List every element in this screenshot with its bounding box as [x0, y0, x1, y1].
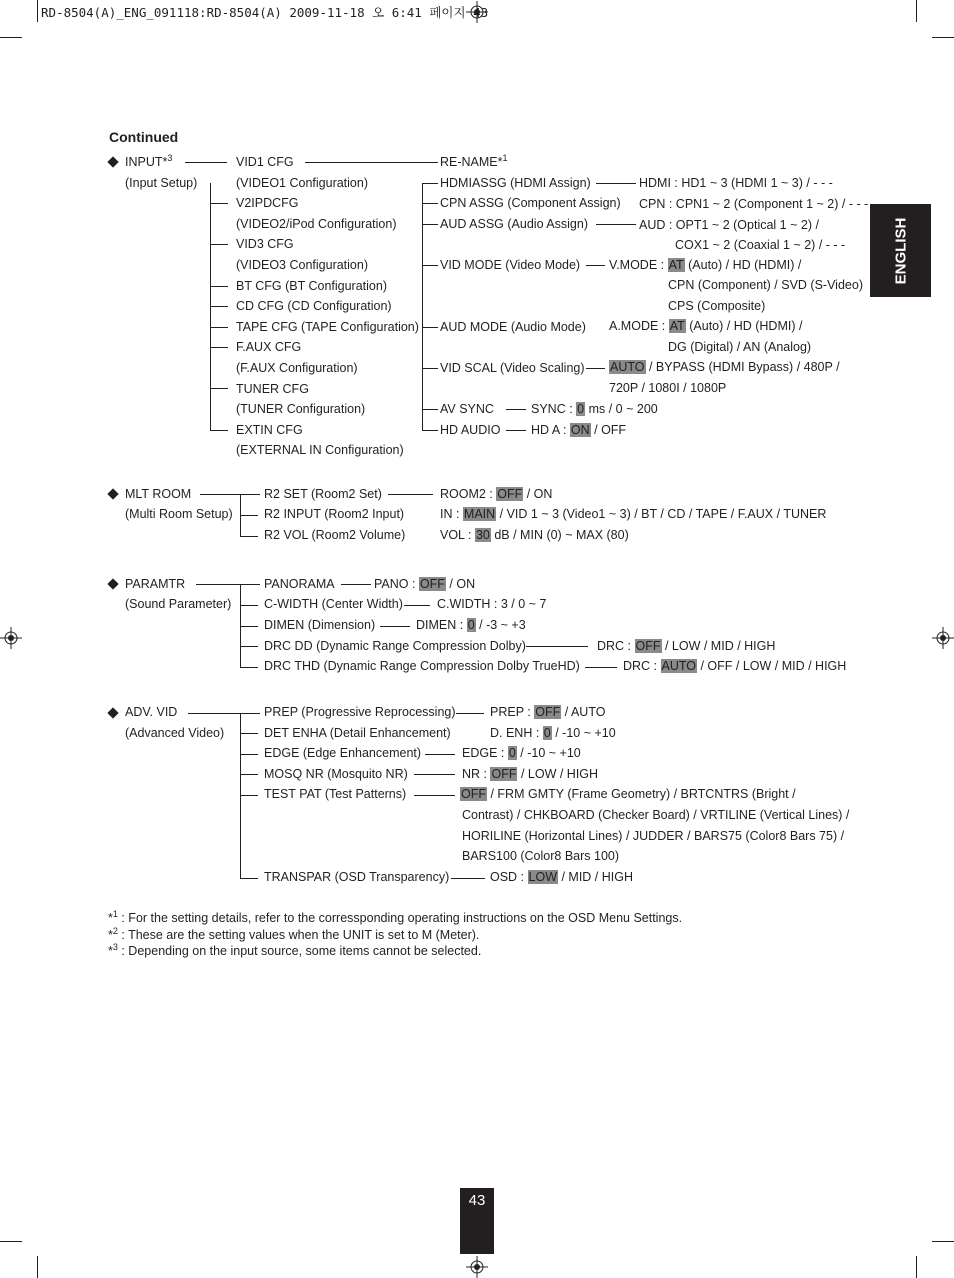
- connector-line: [506, 409, 526, 410]
- audmode-options: (Auto) / HD (HDMI) /: [685, 319, 803, 333]
- panorama-options: / ON: [445, 577, 476, 591]
- connector-line: [210, 203, 228, 204]
- drcthd-options: / OFF / LOW / MID / HIGH: [697, 659, 847, 673]
- footnote-text: : These are the setting values when the UNIT is set to M (Meter).: [117, 928, 480, 942]
- menu-item: TUNER CFG: [236, 382, 309, 396]
- bullet-diamond-icon: [107, 707, 118, 718]
- avsync-default: 0: [577, 402, 585, 416]
- setting-r2vol-values: [440, 528, 629, 543]
- prep-default: OFF: [535, 705, 561, 719]
- setting-vidmode: VID MODE (Video Mode): [440, 258, 581, 272]
- setting-panorama-values: [374, 577, 475, 592]
- audmode-prefix: A.MODE :: [609, 319, 669, 333]
- connector-line: [404, 605, 430, 606]
- crop-mark: [37, 1256, 38, 1278]
- vidmode-default: AT: [668, 258, 684, 272]
- menu-item-desc: (TUNER Configuration): [236, 402, 366, 416]
- setting-r2set: R2 SET (Room2 Set): [264, 487, 382, 501]
- testpat-options: / FRM GMTY (Frame Geometry) / BRTCNTRS (Bright /: [487, 787, 796, 801]
- mltroom-title: MLT ROOM: [125, 487, 192, 501]
- registration-mark-icon: [0, 627, 22, 649]
- setting-audmode-values-2: DG (Digital) / AN (Analog): [668, 340, 812, 354]
- page-number: 43: [468, 1192, 486, 1209]
- bullet-diamond-icon: [107, 156, 118, 167]
- connector-line: [240, 605, 258, 606]
- advvid-title: ADV. VID: [125, 705, 178, 719]
- setting-rename-text: RE-NAME*: [440, 155, 503, 169]
- setting-mosqnr-values: [462, 767, 598, 782]
- paramtr-title: PARAMTR: [125, 577, 186, 591]
- setting-cpnassg-values: CPN : CPN1 ~ 2 (Component 1 ~ 2) / - - -: [639, 197, 869, 211]
- setting-mosqnr: MOSQ NR (Mosquito NR): [264, 767, 408, 781]
- r2set-prefix: ROOM2 :: [440, 487, 497, 501]
- setting-hdaudio: HD AUDIO: [440, 423, 501, 437]
- setting-audassg-values-2: COX1 ~ 2 (Coaxial 1 ~ 2) / - - -: [675, 238, 846, 252]
- connector-line: [305, 162, 438, 163]
- bullet-diamond-icon: [107, 578, 118, 589]
- setting-audmode-values: [609, 319, 802, 334]
- dimen-default: 0: [467, 618, 475, 632]
- connector-line: [414, 774, 455, 775]
- panorama-default: OFF: [419, 577, 445, 591]
- connector-line: [586, 368, 605, 369]
- connector-line: [188, 713, 260, 714]
- r2vol-default: 30: [475, 528, 490, 542]
- connector-line: [240, 754, 258, 755]
- setting-vidmode-values-2: CPN (Component) / SVD (S-Video): [668, 278, 863, 292]
- drcdd-default: OFF: [635, 639, 661, 653]
- connector-line: [425, 754, 455, 755]
- connector-line: [414, 795, 455, 796]
- setting-r2set-values: [440, 487, 552, 502]
- connector-line: [456, 713, 484, 714]
- connector-line: [422, 183, 438, 184]
- connector-line: [451, 878, 485, 879]
- setting-transpar: TRANSPAR (OSD Transparency): [264, 870, 450, 884]
- crop-mark: [0, 1241, 22, 1242]
- setting-panorama: PANORAMA: [264, 577, 335, 591]
- drcthd-prefix: DRC :: [623, 659, 661, 673]
- setting-r2input-values: [440, 507, 826, 522]
- setting-vidmode-values-3: CPS (Composite): [668, 299, 766, 313]
- connector-line: [341, 584, 371, 585]
- connector-line: [506, 430, 526, 431]
- setting-hdaudio-values: [531, 423, 626, 438]
- crop-mark: [37, 0, 38, 22]
- footnote-text: : Depending on the input source, some items cannot be selected.: [117, 944, 482, 958]
- input-title: [125, 152, 173, 170]
- menu-item: F.AUX CFG: [236, 340, 302, 354]
- menu-item-desc: (F.AUX Configuration): [236, 361, 358, 375]
- footnote: [108, 908, 683, 926]
- setting-vidscal-values-2: 720P / 1080I / 1080P: [609, 381, 727, 395]
- mosqnr-options: / LOW / HIGH: [517, 767, 599, 781]
- setting-rename-sup: 1: [502, 152, 508, 163]
- setting-vidmode-values: [609, 258, 801, 273]
- connector-line: [596, 224, 636, 225]
- setting-transpar-values: [490, 870, 633, 885]
- crop-mark: [932, 1241, 954, 1242]
- setting-drcthd: DRC THD (Dynamic Range Compression Dolby TrueHD): [264, 659, 580, 673]
- connector-line: [185, 162, 227, 163]
- registration-mark-icon: [932, 627, 954, 649]
- setting-testpat: TEST PAT (Test Patterns): [264, 787, 407, 801]
- connector-line: [422, 430, 438, 431]
- r2input-default: MAIN: [463, 507, 496, 521]
- setting-r2vol: R2 VOL (Room2 Volume): [264, 528, 406, 542]
- transpar-prefix: OSD :: [490, 870, 528, 884]
- crop-mark: [0, 37, 22, 38]
- setting-prep-values: [490, 705, 605, 720]
- setting-audmode: AUD MODE (Audio Mode): [440, 320, 586, 334]
- footnote: [108, 925, 480, 943]
- setting-hdmiassg-values: HDMI : HD1 ~ 3 (HDMI 1 ~ 3) / - - -: [639, 176, 833, 190]
- language-tab-label: ENGLISH: [892, 217, 909, 284]
- menu-item: VID3 CFG: [236, 237, 294, 251]
- setting-cwidth-values: C.WIDTH : 3 / 0 ~ 7: [437, 597, 547, 611]
- setting-vidscal: VID SCAL (Video Scaling): [440, 361, 585, 375]
- connector-line: [380, 626, 410, 627]
- connector-line: [388, 494, 433, 495]
- page-number-box: [460, 1188, 494, 1254]
- setting-prep: PREP (Progressive Reprocessing): [264, 705, 456, 719]
- setting-detenha: DET ENHA (Detail Enhancement): [264, 726, 451, 740]
- edge-default: 0: [508, 746, 516, 760]
- connector-line: [422, 183, 423, 430]
- menu-item: CD CFG (CD Configuration): [236, 299, 392, 313]
- setting-edge: EDGE (Edge Enhancement): [264, 746, 422, 760]
- connector-line: [196, 584, 260, 585]
- footnote-text: : For the setting details, refer to the corressponding operating instructions on the OSD Menu Settings.: [117, 911, 683, 925]
- footnote-mark: *: [108, 944, 113, 958]
- connector-line: [210, 306, 228, 307]
- connector-line: [240, 733, 258, 734]
- connector-line: [422, 224, 438, 225]
- setting-vidscal-values: [609, 360, 840, 375]
- menu-item: TAPE CFG (TAPE Configuration): [236, 320, 419, 334]
- menu-item: VID1 CFG: [236, 155, 294, 169]
- setting-r2input: R2 INPUT (Room2 Input): [264, 507, 405, 521]
- connector-line: [210, 430, 228, 431]
- menu-item: BT CFG (BT Configuration): [236, 279, 387, 293]
- setting-avsync-values: [531, 402, 658, 417]
- input-subtitle: (Input Setup): [125, 176, 198, 190]
- menu-item-desc: (EXTERNAL IN Configuration): [236, 443, 404, 457]
- drcdd-options: / LOW / MID / HIGH: [661, 639, 776, 653]
- footnote-mark: *: [108, 928, 113, 942]
- mosqnr-default: OFF: [491, 767, 517, 781]
- mosqnr-prefix: NR :: [462, 767, 491, 781]
- registration-mark-icon: [466, 1256, 488, 1278]
- detenha-prefix: D. ENH :: [490, 726, 543, 740]
- crop-mark: [932, 37, 954, 38]
- edge-options: / -10 ~ +10: [516, 746, 581, 760]
- setting-detenha-values: [490, 726, 616, 741]
- setting-cwidth: C-WIDTH (Center Width): [264, 597, 403, 611]
- vidmode-prefix: V.MODE :: [609, 258, 668, 272]
- connector-line: [585, 667, 617, 668]
- connector-line: [200, 494, 260, 495]
- input-title-sup: 3: [167, 152, 173, 163]
- r2input-prefix: IN :: [440, 507, 463, 521]
- setting-cpnassg: CPN ASSG (Component Assign): [440, 196, 621, 210]
- setting-testpat-values-4: BARS100 (Color8 Bars 100): [462, 849, 620, 863]
- bullet-diamond-icon: [107, 488, 118, 499]
- connector-line: [422, 203, 438, 204]
- transpar-default: LOW: [528, 870, 557, 884]
- paramtr-subtitle: (Sound Parameter): [125, 597, 232, 611]
- setting-testpat-values-2: Contrast) / CHKBOARD (Checker Board) / VRTILINE (Vertical Lines) /: [462, 808, 850, 822]
- footnote-sup: 3: [112, 941, 118, 952]
- mltroom-subtitle: (Multi Room Setup): [125, 507, 233, 521]
- setting-edge-values: [462, 746, 581, 761]
- avsync-options: ms / 0 ~ 200: [585, 402, 658, 416]
- r2vol-prefix: VOL :: [440, 528, 475, 542]
- r2set-options: / ON: [523, 487, 553, 501]
- menu-item-desc: (VIDEO1 Configuration): [236, 176, 369, 190]
- print-header: RD-8504(A)_ENG_091118:RD-8504(A) 2009-11-18 오 6:41 페이지 43: [41, 5, 489, 20]
- detenha-default: 0: [543, 726, 551, 740]
- connector-line: [422, 265, 438, 266]
- menu-item-desc: (VIDEO2/iPod Configuration): [236, 217, 397, 231]
- connector-line: [210, 388, 228, 389]
- connector-line: [422, 409, 438, 410]
- transpar-options: / MID / HIGH: [558, 870, 633, 884]
- hdaudio-default: ON: [570, 423, 590, 437]
- prep-options: / AUTO: [561, 705, 606, 719]
- connector-line: [586, 265, 605, 266]
- menu-item: V2IPDCFG: [236, 196, 299, 210]
- language-tab: [870, 204, 931, 297]
- setting-audassg: AUD ASSG (Audio Assign): [440, 217, 588, 231]
- vidscal-default: AUTO: [610, 360, 645, 374]
- connector-line: [596, 183, 636, 184]
- r2input-options: / VID 1 ~ 3 (Video1 ~ 3) / BT / CD / TAPE / F.AUX / TUNER: [496, 507, 827, 521]
- hdaudio-options: / OFF: [590, 423, 627, 437]
- r2vol-options: dB / MIN (0) ~ MAX (80): [490, 528, 629, 542]
- connector-line: [210, 286, 228, 287]
- input-title-text: INPUT*: [125, 155, 168, 169]
- connector-line: [210, 327, 228, 328]
- setting-drcdd: DRC DD (Dynamic Range Compression Dolby): [264, 639, 526, 653]
- connector-line: [240, 774, 258, 775]
- vidmode-options: (Auto) / HD (HDMI) /: [684, 258, 802, 272]
- setting-dimen: DIMEN (Dimension): [264, 618, 376, 632]
- footnote-mark: *: [108, 911, 113, 925]
- testpat-default: OFF: [461, 787, 486, 801]
- dimen-options: / -3 ~ +3: [475, 618, 526, 632]
- connector-line: [210, 244, 228, 245]
- menu-item: EXTIN CFG: [236, 423, 303, 437]
- audmode-default: AT: [669, 319, 685, 333]
- drcthd-default: AUTO: [661, 659, 696, 673]
- setting-drcthd-values: [623, 659, 846, 674]
- connector-line: [210, 347, 228, 348]
- panorama-prefix: PANO :: [374, 577, 419, 591]
- footnote-sup: 2: [112, 925, 118, 936]
- setting-hdmiassg: HDMIASSG (HDMI Assign): [440, 176, 591, 190]
- setting-drcdd-values: [597, 639, 775, 654]
- setting-testpat-values: [460, 787, 796, 802]
- prep-prefix: PREP :: [490, 705, 535, 719]
- connector-line: [240, 667, 258, 668]
- r2set-default: OFF: [497, 487, 523, 501]
- vidscal-options: / BYPASS (HDMI Bypass) / 480P /: [645, 360, 840, 374]
- connector-line: [526, 646, 588, 647]
- dimen-prefix: DIMEN :: [416, 618, 467, 632]
- connector-line: [240, 646, 258, 647]
- connector-line: [240, 878, 258, 879]
- advvid-subtitle: (Advanced Video): [125, 726, 225, 740]
- setting-testpat-values-3: HORILINE (Horizontal Lines) / JUDDER / BARS75 (Color8 Bars 75) /: [462, 829, 845, 843]
- crop-mark: [916, 1256, 917, 1278]
- footnote-sup: 1: [112, 908, 118, 919]
- drcdd-prefix: DRC :: [597, 639, 635, 653]
- connector-line: [240, 515, 258, 516]
- menu-item-desc: (VIDEO3 Configuration): [236, 258, 369, 272]
- continued-heading: Continued: [109, 129, 179, 145]
- setting-dimen-values: [416, 618, 526, 633]
- hdaudio-prefix: HD A :: [531, 423, 570, 437]
- connector-line: [422, 327, 438, 328]
- setting-avsync: AV SYNC: [440, 402, 494, 416]
- setting-audassg-values: AUD : OPT1 ~ 2 (Optical 1 ~ 2) /: [639, 218, 819, 232]
- edge-prefix: EDGE :: [462, 746, 508, 760]
- footnote: [108, 941, 482, 959]
- avsync-prefix: SYNC :: [531, 402, 577, 416]
- connector-line: [240, 795, 258, 796]
- setting-rename: [440, 152, 508, 170]
- connector-line: [240, 536, 258, 537]
- detenha-options: / -10 ~ +10: [551, 726, 616, 740]
- connector-line: [422, 368, 438, 369]
- crop-mark: [916, 0, 917, 22]
- connector-line: [240, 626, 258, 627]
